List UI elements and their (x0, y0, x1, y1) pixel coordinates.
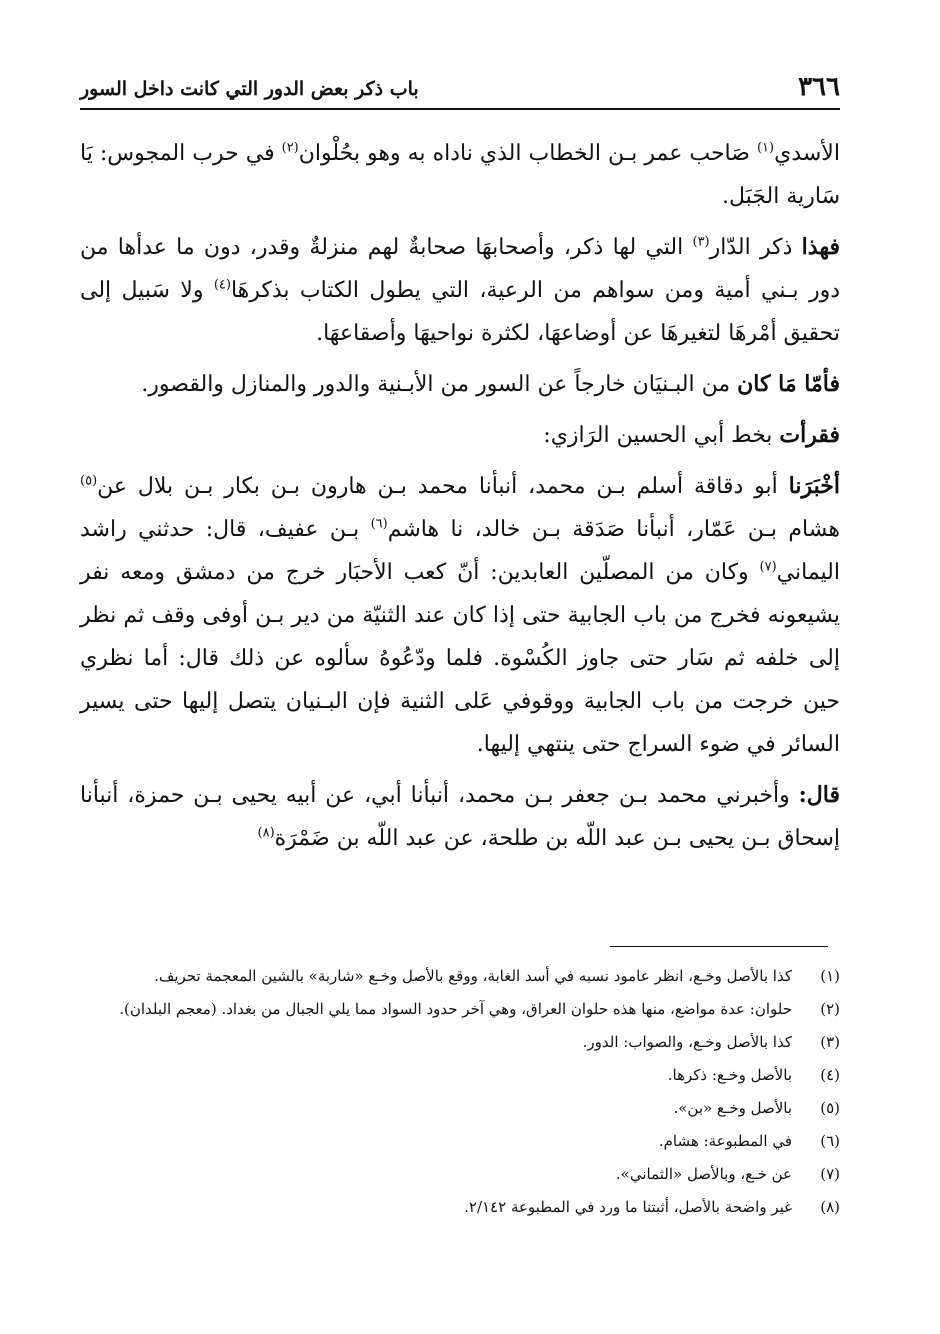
footnote-reference: (٥) (80, 473, 98, 489)
footnote-text: حلوان: عدة مواضع، منها هذه حلوان العراق، وهي آخر حدود السواد مما يلي الجبال من بغداد. (معجم البلدان). (119, 1000, 792, 1018)
footnote-number: (١) (820, 967, 840, 985)
footnote-text: عن خـع، وبالأصل «الثماني». (615, 1165, 792, 1183)
footnote-item (80, 1125, 840, 1158)
footnote-reference: (٤) (213, 277, 231, 293)
paragraph-text: وكان من المصلّين العابدين: أنّ كعب الأحبَار خرج من دمشق ومعه نفر يشيعونه فخرج من باب الجابية حتى إذا كان عند الثنيّة من دير بـن أوفى وقف ثم نظر إلى خلفه ثم سَار حتى جاوز الكُسْوة. فلما ودّعُوهُ سألوه عن ذلك قال: أما نظري حين خرجت من باب الجابية ووقوفي عَلى الثنية فإن البـنيان يتصل إليها حتى يسير السائر في ضوء السراج حتى ينتهي إليها. (80, 560, 840, 757)
footnote-reference: (١) (756, 140, 775, 156)
paragraph-text: وأخبرني محمد بـن جعفر بـن محمد، أنبأنا أبي، عن أبيه يحيى بـن حمزة، أنبأنا إسحاق بـن يحيى بـن عبد اللّه بن طلحة، عن عبد اللّه بن ضَمْرَة (80, 783, 840, 851)
footnote-text: بالأصل وخـع «بن». (673, 1099, 792, 1117)
footnote-text: كذا بالأصل وخـع، انظر عامود نسبه في أسد الغابة، ووقع بالأصل وخـع «شاربة» بالشين المعجمة تحريف. (154, 967, 792, 985)
paragraph-text: بخط أبي الحسين الرَازي: (543, 423, 780, 448)
footnote-text: بالأصل وخـع: ذكرها. (667, 1066, 792, 1084)
paragraph-lead-word: قال: (798, 782, 840, 808)
footnote-item (80, 1059, 840, 1092)
paragraph-text: الأسدي (774, 141, 840, 166)
paragraph-text: صَاحب عمر بـن الخطاب الذي ناداه به وهو بحُلْوان (298, 141, 757, 166)
footnote-reference: (٦) (370, 516, 388, 532)
footnote-item (80, 1092, 840, 1125)
footnote-number: (٨) (820, 1198, 840, 1216)
footnote-separator (610, 946, 828, 947)
footnote-text: كذا بالأصل وخـع، والصواب: الدور. (582, 1033, 792, 1051)
footnote-number: (٣) (820, 1033, 840, 1051)
footnote-reference: (٨) (257, 825, 275, 841)
footnote-reference: (٢) (281, 140, 299, 156)
paragraph-text: التي لها ذكر، وأصحابهَا صحابةٌ لهم منزلةٌ وقدر، دون ما عدأها من دور بـني أمية ومن سواهم من الرعية، التي يطول الكتاب بذكرهَا (80, 235, 840, 303)
footnote-number: (٥) (820, 1099, 840, 1117)
paragraph-text: ولا سَبيل إلى تحقيق أمْرهَا لتغيرهَا عن أوضاعهَا، لكثرة نواحيهَا وأصقاعهَا. (80, 278, 840, 346)
running-title: باب ذكر بعض الدور التي كانت داخل السور (80, 78, 419, 100)
footnote-number: (٧) (820, 1165, 840, 1183)
paragraph-text: هشام بـن عَمّار، أنبأنا صَدَقة بـن خالد، نا هاشم (387, 517, 840, 542)
footnote-number: (٤) (820, 1066, 840, 1084)
page-number: ٣٦٦ (798, 72, 840, 102)
body-paragraph (80, 226, 840, 355)
footnote-number: (٢) (820, 1000, 840, 1018)
paragraph-text: ذكر الدّار (709, 235, 802, 260)
body-paragraph (80, 363, 840, 406)
footnote-item (80, 1191, 840, 1224)
paragraph-lead-word: فأمّا مَا كان (737, 371, 840, 397)
footnote-reference: (٣) (692, 234, 710, 250)
footnote-text: غير واضحة بالأصل، أثبتنا ما ورد في المطبوعة ٢/١٤٢. (464, 1198, 792, 1216)
paragraph-lead-word: فقرأت (779, 422, 840, 448)
footnote-reference: (٧) (759, 559, 777, 575)
page-header (80, 70, 840, 110)
paragraph-text: في حرب المجوس: يَا سَارية الجَبَل. (80, 141, 840, 209)
body-paragraph (80, 774, 840, 860)
footnote-item (80, 993, 840, 1026)
footnote-item (80, 1026, 840, 1059)
body-paragraph (80, 414, 840, 457)
main-text (80, 132, 840, 868)
paragraph-lead-word: أخْبَرَنا (788, 473, 840, 499)
footnote-text: في المطبوعة: هشام. (658, 1132, 792, 1150)
paragraph-text: أبو دقاقة أسلم بـن محمد، أنبأنا محمد بـن هارون بـن بكار بـن بلال عن (97, 474, 789, 499)
body-paragraph (80, 465, 840, 766)
footnotes (80, 960, 840, 1224)
body-paragraph (80, 132, 840, 218)
footnote-item (80, 960, 840, 993)
paragraph-lead-word: فهذا (801, 234, 840, 260)
paragraph-text: من البـنيَان خارجاً عن السور من الأبـنية والدور والمنازل والقصور. (141, 372, 738, 397)
footnote-item (80, 1158, 840, 1191)
paragraph-text: بـن عفيف، قال: حدثني راشد اليماني (80, 517, 840, 585)
footnote-number: (٦) (820, 1132, 840, 1150)
